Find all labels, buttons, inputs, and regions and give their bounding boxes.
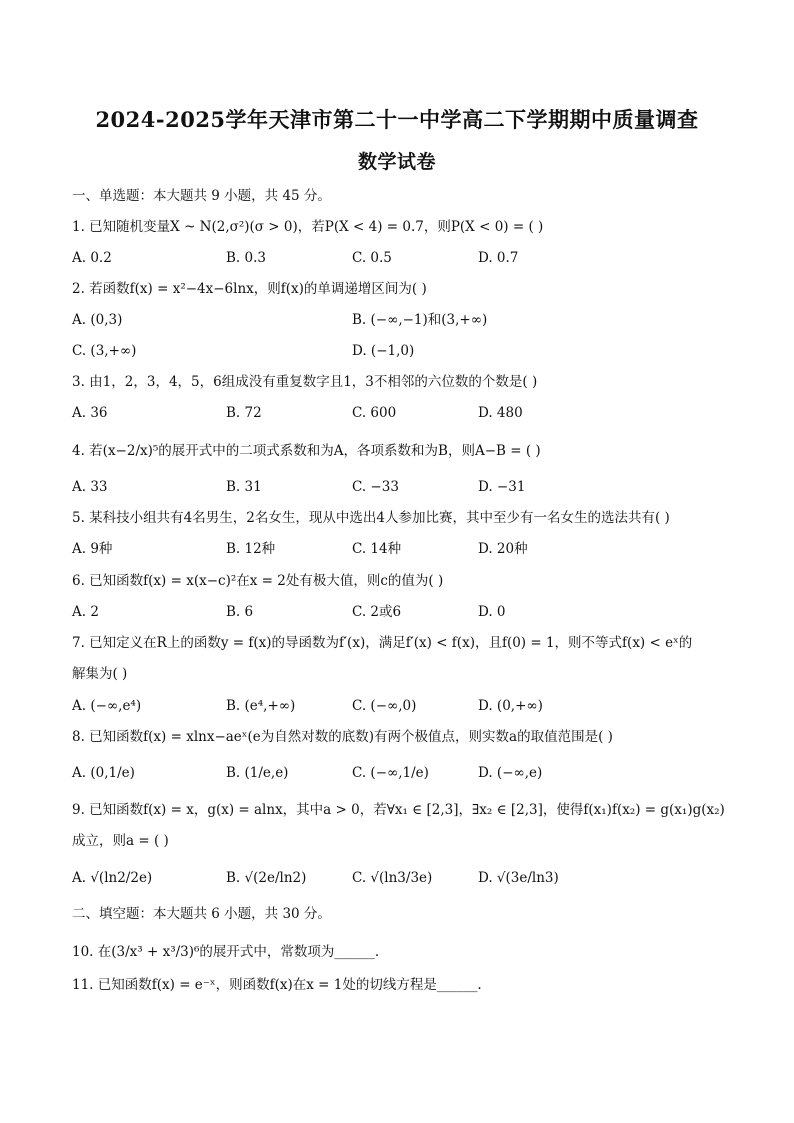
question-2-option-c: C. (3,+∞) (72, 343, 137, 359)
question-9-option-c: C. √(ln3/3e) (352, 870, 433, 886)
question-3-option-c: C. 600 (352, 405, 397, 421)
question-9-stem-continued: 成立，则a = ( ) (72, 833, 169, 849)
page-subtitle: 数学试卷 (357, 151, 436, 173)
section-heading-single-choice: 一、单选题：本大题共 9 小题，共 45 分。 (72, 188, 331, 204)
question-3-option-d: D. 480 (478, 405, 523, 421)
question-4-option-a: A. 33 (72, 479, 108, 495)
question-8-option-a: A. (0,1/e) (72, 765, 135, 781)
question-11-stem: 11. 已知函数f(x) = e⁻ˣ，则函数f(x)在x = 1处的切线方程是______. (72, 977, 482, 993)
question-5-option-b: B. 12种 (226, 541, 276, 557)
question-5-stem: 5. 某科技小组共有4名男生，2名女生，现从中选出4人参加比赛，其中至少有一名女生的选法共有( ) (72, 510, 670, 526)
question-1-option-c: C. 0.5 (352, 250, 392, 266)
question-7-option-b: B. (e⁴,+∞) (226, 698, 296, 714)
question-3-option-b: B. 72 (226, 405, 262, 421)
question-6-option-b: B. 6 (226, 604, 254, 620)
question-5-option-c: C. 14种 (352, 541, 402, 557)
question-2-option-d: D. (−1,0) (352, 343, 415, 359)
question-7-option-a: A. (−∞,e⁴) (72, 698, 142, 714)
question-5-option-a: A. 9种 (72, 541, 113, 557)
question-4-stem: 4. 若(x−2/x)⁵的展开式中的二项式系数和为A，各项系数和为B，则A−B = ( ) (72, 443, 541, 459)
question-6-option-d: D. 0 (478, 604, 506, 620)
question-7-option-d: D. (0,+∞) (478, 698, 543, 714)
question-2-option-a: A. (0,3) (72, 312, 123, 328)
question-8-stem: 8. 已知函数f(x) = xlnx−aeˣ(e为自然对数的底数)有两个极值点，则实数a的取值范围是( ) (72, 729, 613, 745)
question-7-option-c: C. (−∞,0) (352, 698, 417, 714)
section-heading-fill-blank: 二、填空题：本大题共 6 小题，共 30 分。 (72, 906, 331, 922)
question-9-option-d: D. √(3e/ln3) (478, 870, 559, 886)
question-3-stem: 3. 由1，2，3，4，5，6组成没有重复数字且1，3不相邻的六位数的个数是( ) (72, 374, 538, 390)
question-7-stem: 7. 已知定义在R上的函数y = f(x)的导函数为f′(x)，满足f′(x) < f(x)，且f(0) = 1，则不等式f(x) < eˣ的 (72, 635, 693, 651)
page-title: 2024-2025学年天津市第二十一中学高二下学期期中质量调查 (95, 107, 699, 132)
question-9-option-b: B. √(2e/ln2) (226, 870, 307, 886)
question-4-option-b: B. 31 (226, 479, 262, 495)
question-8-option-b: B. (1/e,e) (226, 765, 289, 781)
question-2-option-b: B. (−∞,−1)和(3,+∞) (352, 312, 488, 328)
question-8-option-d: D. (−∞,e) (478, 765, 543, 781)
question-10-stem: 10. 在(3/x³ + x³/3)⁶的展开式中，常数项为______. (72, 944, 380, 960)
question-8-option-c: C. (−∞,1/e) (352, 765, 429, 781)
question-7-stem-continued: 解集为( ) (72, 666, 128, 682)
question-9-option-a: A. √(ln2/2e) (72, 870, 153, 886)
question-4-option-c: C. −33 (352, 479, 399, 495)
question-1-option-d: D. 0.7 (478, 250, 519, 266)
question-6-stem: 6. 已知函数f(x) = x(x−c)²在x = 2处有极大值，则c的值为( ) (72, 573, 444, 589)
question-3-option-a: A. 36 (72, 405, 108, 421)
question-1-option-a: A. 0.2 (72, 250, 112, 266)
question-2-stem: 2. 若函数f(x) = x²−4x−6lnx，则f(x)的单调递增区间为( ) (72, 281, 427, 297)
question-4-option-d: D. −31 (478, 479, 526, 495)
question-6-option-a: A. 2 (72, 604, 99, 620)
question-1-option-b: B. 0.3 (226, 250, 266, 266)
question-5-option-d: D. 20种 (478, 541, 528, 557)
question-1-stem: 1. 已知随机变量X ~ N(2,σ²)(σ > 0)，若P(X < 4) = 0.7，则P(X < 0) = ( ) (72, 219, 544, 235)
question-6-option-c: C. 2或6 (352, 604, 402, 620)
question-9-stem: 9. 已知函数f(x) = x，g(x) = alnx，其中a > 0，若∀x₁ ∈ [2,3]，∃x₂ ∈ [2,3]，使得f(x₁)f(x₂) = g(x₁)g(x₂) (72, 802, 725, 818)
